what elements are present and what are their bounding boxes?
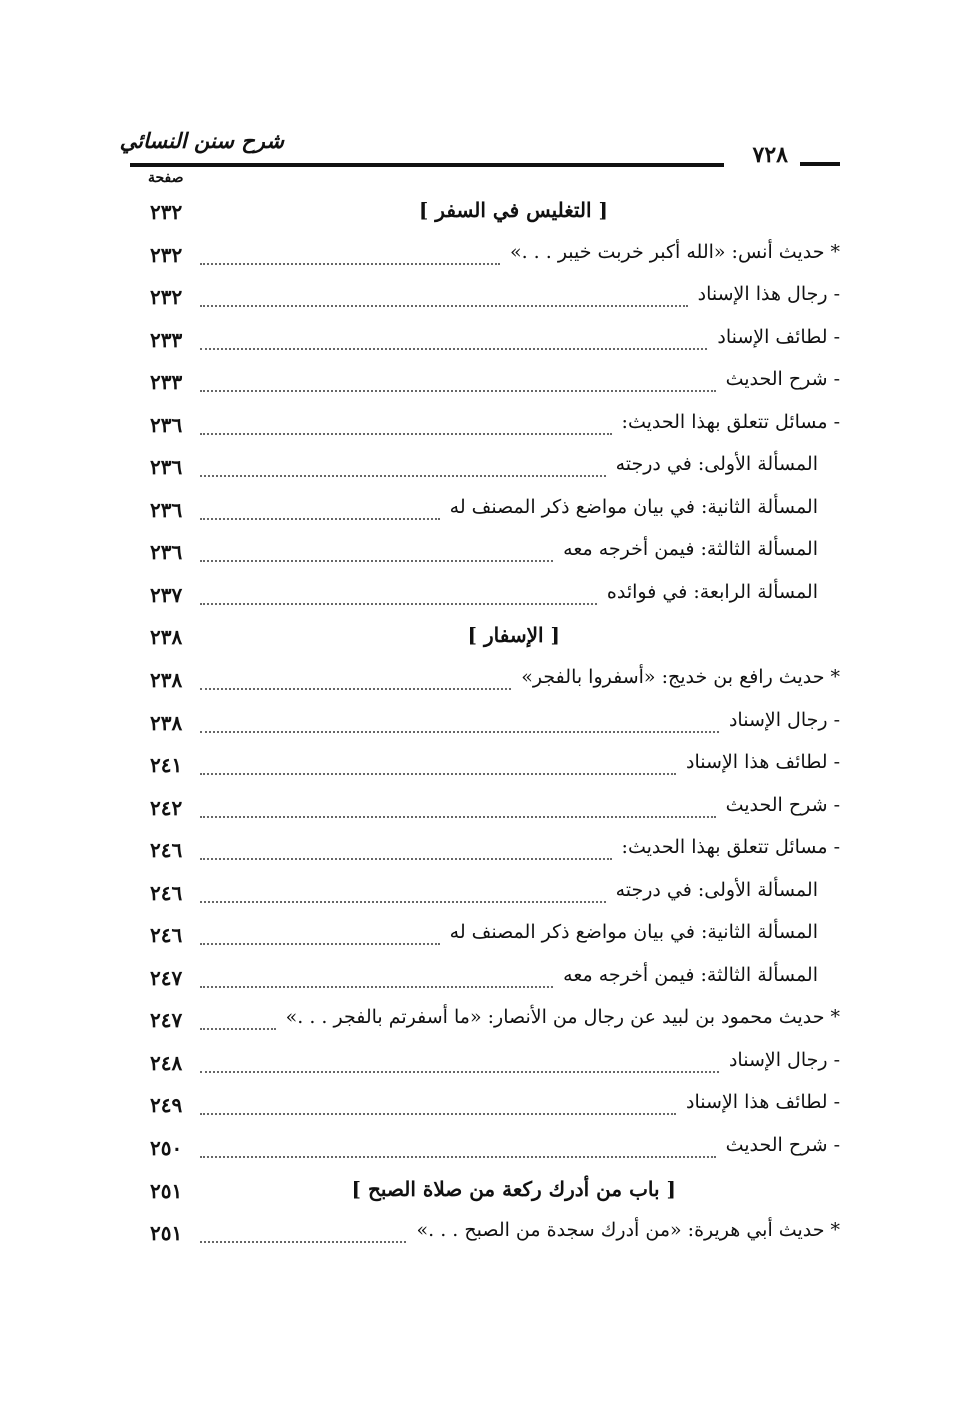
toc-page-number: ٢٣٣ <box>150 327 183 352</box>
toc-entry-text: - لطائف هذا الإسناد <box>680 751 840 773</box>
dot-leader <box>200 986 553 988</box>
dot-leader <box>200 433 612 435</box>
toc-entry-text: المسألة الأولى: في درجته <box>610 879 818 901</box>
toc-entry-text: - شرح الحديث <box>720 368 840 390</box>
page-number: ٧٢٨ <box>752 142 788 168</box>
toc-page-number: ٢٣٢ <box>150 200 183 224</box>
toc-entry-text: - لطائف هذا الإسناد <box>680 1091 840 1113</box>
toc-page-number: ٢٣٢ <box>150 242 183 267</box>
toc-page-number: ٢٥٠ <box>150 1136 183 1161</box>
toc-entry-text: المسألة الثانية: في بيان مواضع ذكر المصنف له <box>444 921 818 943</box>
toc-entry <box>0 1089 968 1132</box>
toc-entry-text: * حديث رافع بن خديج: «أسفروا بالفجر» <box>515 666 840 688</box>
toc-page-number: ٢٣٨ <box>150 625 183 650</box>
toc-entry-text: المسألة الثانية: في بيان مواضع ذكر المصنف له <box>444 496 818 518</box>
header-rule <box>130 163 724 167</box>
dot-leader <box>200 390 716 392</box>
toc-entry <box>0 579 968 622</box>
dot-leader <box>200 1113 676 1115</box>
toc-page-number: ٢٤٧ <box>150 965 183 990</box>
toc-entry-text: - رجال الإسناد <box>723 709 840 731</box>
section-heading-text: [ التغليس في السفر ] <box>418 198 608 222</box>
toc-page-number: ٢٣٨ <box>150 668 183 693</box>
toc-entry <box>0 962 968 1005</box>
toc-entry-text: المسألة الثالثة: فيمن أخرجه معه <box>557 538 818 560</box>
toc-entry-text: - شرح الحديث <box>720 794 840 816</box>
dot-leader <box>200 305 688 307</box>
toc-entry <box>0 707 968 750</box>
toc-entry <box>0 366 968 409</box>
toc-entry <box>0 919 968 962</box>
toc-entry <box>0 281 968 324</box>
toc-page-number: ٢٣٦ <box>150 412 183 437</box>
header-dash <box>800 162 840 166</box>
dot-leader <box>200 348 707 350</box>
toc-entry-text: - لطائف الإسناد <box>711 326 840 348</box>
toc-entry <box>0 834 968 877</box>
dot-leader <box>200 943 440 945</box>
toc-section-heading <box>0 621 968 664</box>
toc-entry <box>0 239 968 282</box>
toc-entry <box>0 749 968 792</box>
dot-leader <box>200 475 606 477</box>
toc-page-number: ٢٤٨ <box>150 1050 183 1075</box>
toc-page-number: ٢٤٦ <box>150 923 183 948</box>
toc-entry <box>0 877 968 920</box>
toc-entry-text: - مسائل تتعلق بهذا الحديث: <box>616 411 840 433</box>
toc-page-number: ٢٤٦ <box>150 838 183 863</box>
toc-section-heading <box>0 1175 968 1218</box>
toc-entry-text: * حديث أبي هريرة: «من أدرك سجدة من الصبح . . .» <box>410 1219 840 1241</box>
toc-section-heading <box>0 196 968 239</box>
dot-leader <box>200 603 597 605</box>
toc-entry <box>0 409 968 452</box>
toc-entry <box>0 494 968 537</box>
toc-entry-text: - شرح الحديث <box>720 1134 840 1156</box>
toc-page-number: ٢٤٧ <box>150 1008 183 1033</box>
section-heading-text: [ الإسفار ] <box>467 623 560 648</box>
section-heading-text: [ باب من أدرك ركعة من صلاة الصبح ] <box>351 1176 676 1201</box>
toc-entry <box>0 536 968 579</box>
toc-entry <box>0 1132 968 1175</box>
book-title: شرح سنن النسائي <box>119 128 284 153</box>
toc-entry <box>0 664 968 707</box>
dot-leader <box>200 858 612 860</box>
toc-entry-text: * حديث محمود بن لبيد عن رجال من الأنصار: «ما أسفرتم بالفجر . . .» <box>280 1006 840 1028</box>
dot-leader <box>200 263 500 265</box>
dot-leader <box>200 1156 716 1158</box>
running-header <box>119 128 840 168</box>
toc-page-number: ٢٣٧ <box>150 582 183 607</box>
toc-entry <box>0 1217 968 1260</box>
toc-page-number: ٢٤٩ <box>150 1093 183 1118</box>
dot-leader <box>200 518 440 520</box>
toc-page-number: ٢٤٦ <box>150 880 183 905</box>
dot-leader <box>200 901 606 903</box>
page-column-label: صفحة <box>148 170 184 186</box>
toc-entry-text: * حديث أنس: «الله أكبر خربت خيبر . . .» <box>504 241 840 263</box>
toc-entry-text: - مسائل تتعلق بهذا الحديث: <box>616 836 840 858</box>
toc-page-number: ٢٣٦ <box>150 497 183 522</box>
dot-leader <box>200 1028 276 1030</box>
dot-leader <box>200 688 511 690</box>
toc-entry <box>0 324 968 367</box>
dot-leader <box>200 1071 719 1073</box>
toc-entry <box>0 451 968 494</box>
toc-entry <box>0 1047 968 1090</box>
toc-page-number: ٢٣٦ <box>150 455 183 480</box>
toc-entry-text: - رجال الإسناد <box>723 1049 840 1071</box>
toc-page-number: ٢٣٣ <box>150 370 183 395</box>
dot-leader <box>200 731 719 733</box>
toc-entry-text: - رجال هذا الإسناد <box>692 283 840 305</box>
toc-page-number: ٢٥١ <box>150 1221 183 1246</box>
toc-page-number: ٢٤١ <box>150 753 183 778</box>
toc-entry <box>0 792 968 835</box>
toc-page-number: ٢٤٢ <box>150 795 183 820</box>
dot-leader <box>200 773 676 775</box>
dot-leader <box>200 560 553 562</box>
toc-page-number: ٢٣٨ <box>150 710 183 735</box>
table-of-contents <box>0 196 968 1260</box>
toc-page-number: ٢٣٢ <box>150 285 183 310</box>
toc-entry-text: المسألة الأولى: في درجته <box>610 453 818 475</box>
toc-entry <box>0 1004 968 1047</box>
dot-leader <box>200 816 716 818</box>
toc-page-number: ٢٣٦ <box>150 540 183 565</box>
toc-page-number: ٢٥١ <box>150 1178 183 1203</box>
dot-leader <box>200 1241 406 1243</box>
toc-entry-text: المسألة الثالثة: فيمن أخرجه معه <box>557 964 818 986</box>
toc-entry-text: المسألة الرابعة: في فوائده <box>601 581 818 603</box>
